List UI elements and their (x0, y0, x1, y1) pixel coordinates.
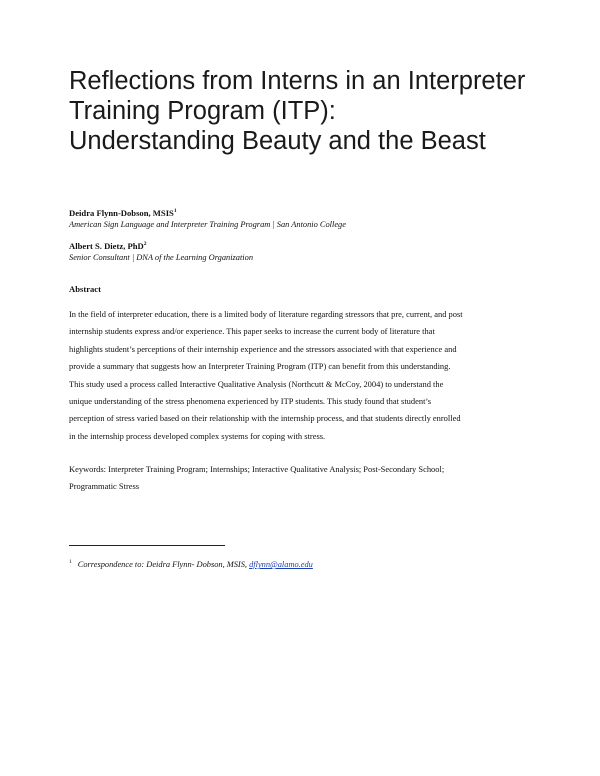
keywords (69, 461, 539, 496)
author-affiliation: Senior Consultant | DNA of the Learning Organization (69, 252, 254, 262)
abstract-line: This study used a process called Interactive Qualitative Analysis (Northcutt & McCoy, 2004) to understand the (69, 378, 444, 389)
email-link[interactable]: dflynn@alamo.edu (249, 559, 313, 569)
abstract-line: perception of stress varied based on their relationship with the internship process, and that students directly enrolled (69, 413, 461, 424)
title-line: Understanding Beauty and the Beast (69, 127, 486, 155)
abstract-text (69, 306, 539, 445)
footnote-mark: 1 (69, 559, 72, 565)
author-name: Deidra Flynn-Dobson, MSIS$^1$ (69, 207, 177, 218)
abstract-line: In the field of interpreter education, there is a limited body of literature regarding stressors that pre, current, and post (69, 309, 463, 319)
footnote-text: Correspondence to: Deidra Flynn- Dobson, MSIS, (77, 559, 250, 569)
keywords-line: Keywords: Interpreter Training Program; Internships; Interactive Qualitative Analysis; Post-Secondary School; (69, 464, 445, 474)
author-footnote-mark: 1 (173, 208, 177, 214)
abstract-line: internship students express and/or experience. This paper seeks to increase the current body of literature that (69, 326, 435, 337)
paper-title (69, 66, 549, 156)
author-affiliation: American Sign Language and Interpreter Training Program | San Antonio College (69, 219, 346, 229)
author-footnote-mark: 2 (143, 241, 147, 247)
footnote (69, 557, 313, 570)
author-2 (69, 239, 549, 263)
abstract-line: highlights student’s perceptions of their internship experience and the stressors associated with that experience and (69, 343, 457, 354)
title-line: Training Program (ITP): (69, 97, 336, 125)
abstract-line: provide a summary that suggests how an Interpreter Training Program (ITP) can benefit from this understanding. (69, 361, 451, 372)
author-name: Albert S. Dietz, PhD$^2$ (69, 240, 147, 251)
abstract-line: in the internship process developed complex systems for coping with stress. (69, 430, 326, 441)
keywords-line: Programmatic Stress (69, 481, 140, 492)
footnote-divider (69, 545, 225, 546)
title-line: Reflections from Interns in an Interpreter (69, 67, 526, 95)
author-1 (69, 206, 549, 230)
abstract-heading: Abstract (69, 284, 101, 294)
abstract-line: unique understanding of the stress phenomena experienced by ITP students. This study found that student’s (69, 396, 432, 407)
